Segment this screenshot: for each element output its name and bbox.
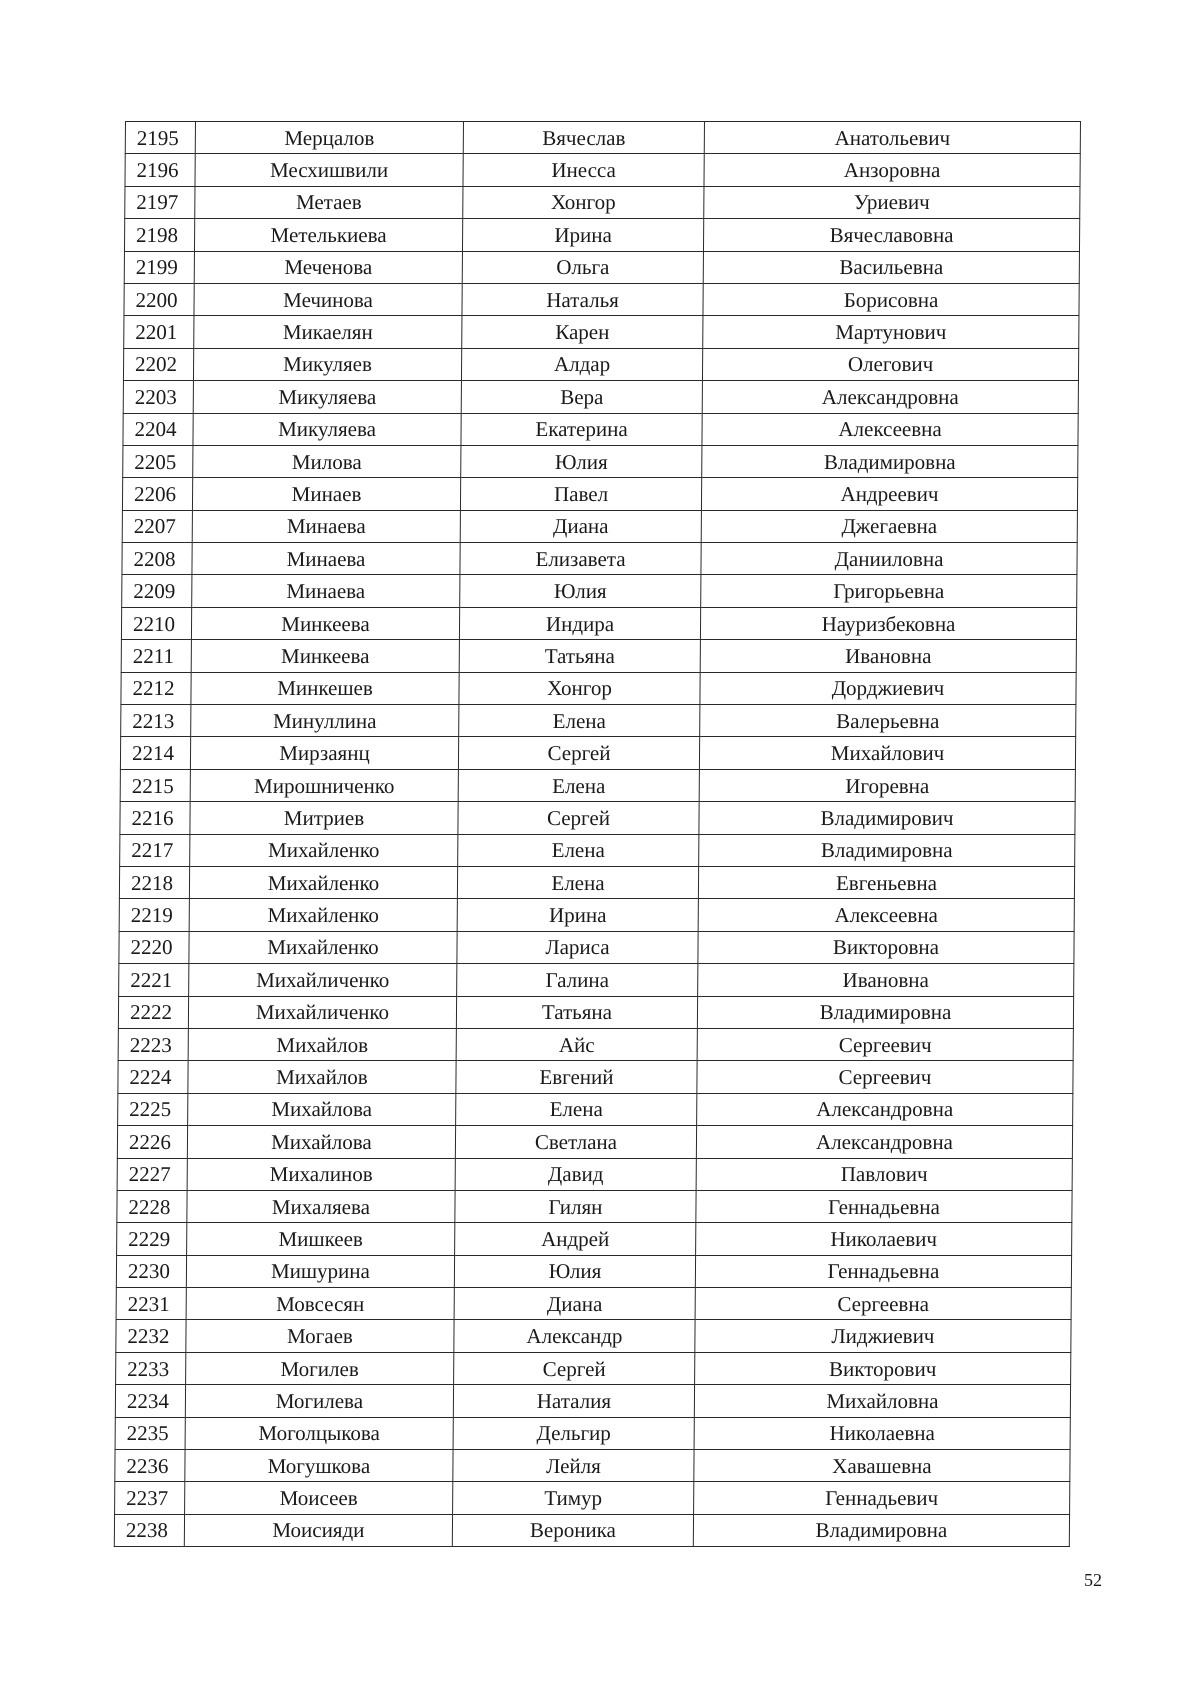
row-number-cell: 2195 bbox=[125, 122, 195, 154]
first-name-cell: Александр bbox=[454, 1320, 695, 1352]
table-row bbox=[119, 899, 1074, 931]
table-row bbox=[124, 251, 1079, 283]
row-number-cell: 2235 bbox=[115, 1417, 185, 1449]
first-name-cell: Гилян bbox=[455, 1190, 696, 1222]
last-name-cell: Михайлов bbox=[188, 1028, 456, 1060]
table-row bbox=[122, 478, 1077, 510]
first-name-cell: Екатерина bbox=[461, 413, 702, 445]
patronymic-cell: Андреевич bbox=[701, 478, 1077, 510]
patronymic-cell: Олегович bbox=[702, 348, 1078, 380]
patronymic-cell: Владимирович bbox=[699, 802, 1075, 834]
row-number-cell: 2197 bbox=[125, 186, 195, 218]
row-number-cell: 2216 bbox=[120, 802, 190, 834]
patronymic-cell: Алексеевна bbox=[698, 899, 1074, 931]
table-row bbox=[117, 1190, 1072, 1222]
last-name-cell: Михайленко bbox=[190, 834, 458, 866]
first-name-cell: Вячеслав bbox=[463, 122, 704, 154]
row-number-cell: 2199 bbox=[124, 251, 194, 283]
patronymic-cell: Викторович bbox=[695, 1352, 1071, 1384]
first-name-cell: Лариса bbox=[457, 931, 698, 963]
table-row bbox=[122, 543, 1077, 575]
last-name-cell: Моголцыкова bbox=[185, 1417, 453, 1449]
last-name-cell: Михалинов bbox=[187, 1158, 455, 1190]
last-name-cell: Минаева bbox=[192, 543, 460, 575]
patronymic-cell: Сергеевич bbox=[697, 1061, 1073, 1093]
first-name-cell: Сергей bbox=[458, 737, 699, 769]
row-number-cell: 2217 bbox=[120, 834, 190, 866]
table-row bbox=[120, 737, 1075, 769]
table-row bbox=[118, 1028, 1073, 1060]
last-name-cell: Минаев bbox=[192, 478, 460, 510]
row-number-cell: 2226 bbox=[117, 1126, 187, 1158]
first-name-cell: Вера bbox=[461, 381, 702, 413]
patronymic-cell: Борисовна bbox=[703, 283, 1079, 315]
table-row bbox=[116, 1320, 1071, 1352]
patronymic-cell: Вячеславовна bbox=[703, 219, 1079, 251]
row-number-cell: 2233 bbox=[116, 1352, 186, 1384]
row-number-cell: 2210 bbox=[121, 607, 191, 639]
first-name-cell: Елена bbox=[459, 705, 700, 737]
table-row bbox=[115, 1450, 1070, 1482]
first-name-cell: Юлия bbox=[461, 445, 702, 477]
patronymic-cell: Владимировна bbox=[697, 996, 1073, 1028]
last-name-cell: Минаева bbox=[192, 510, 460, 542]
last-name-cell: Михайлова bbox=[188, 1093, 456, 1125]
table-row bbox=[116, 1352, 1071, 1384]
row-number-cell: 2229 bbox=[117, 1223, 187, 1255]
row-number-cell: 2218 bbox=[119, 866, 189, 898]
patronymic-cell: Мартунович bbox=[703, 316, 1079, 348]
row-number-cell: 2221 bbox=[119, 964, 189, 996]
last-name-cell: Микуляев bbox=[193, 348, 461, 380]
patronymic-cell: Николаевич bbox=[696, 1223, 1072, 1255]
last-name-cell: Микаелян bbox=[194, 316, 462, 348]
row-number-cell: 2234 bbox=[115, 1385, 185, 1417]
table-row bbox=[121, 705, 1076, 737]
row-number-cell: 2236 bbox=[115, 1450, 185, 1482]
patronymic-cell: Александровна bbox=[696, 1126, 1072, 1158]
last-name-cell: Милова bbox=[193, 445, 461, 477]
table-row bbox=[124, 283, 1079, 315]
row-number-cell: 2211 bbox=[121, 640, 191, 672]
table-row bbox=[114, 1514, 1069, 1546]
row-number-cell: 2208 bbox=[122, 543, 192, 575]
last-name-cell: Михаляева bbox=[187, 1190, 455, 1222]
first-name-cell: Индира bbox=[459, 607, 700, 639]
table-row bbox=[125, 154, 1080, 186]
table-row bbox=[116, 1255, 1071, 1287]
first-name-cell: Хонгор bbox=[459, 672, 700, 704]
last-name-cell: Могилев bbox=[186, 1352, 454, 1384]
first-name-cell: Елизавета bbox=[460, 543, 701, 575]
first-name-cell: Ольга bbox=[462, 251, 703, 283]
table-row bbox=[120, 834, 1075, 866]
first-name-cell: Алдар bbox=[461, 348, 702, 380]
first-name-cell: Павел bbox=[460, 478, 701, 510]
patronymic-cell: Владимировна bbox=[699, 834, 1075, 866]
patronymic-cell: Васильевна bbox=[703, 251, 1079, 283]
table-row bbox=[120, 802, 1075, 834]
first-name-cell: Диана bbox=[454, 1288, 695, 1320]
table-row bbox=[124, 219, 1079, 251]
first-name-cell: Ирина bbox=[457, 899, 698, 931]
last-name-cell: Минкеева bbox=[191, 640, 459, 672]
row-number-cell: 2209 bbox=[122, 575, 192, 607]
first-name-cell: Юлия bbox=[454, 1255, 695, 1287]
first-name-cell: Евгений bbox=[456, 1061, 697, 1093]
first-name-cell: Елена bbox=[458, 769, 699, 801]
row-number-cell: 2202 bbox=[123, 348, 193, 380]
first-name-cell: Карен bbox=[462, 316, 703, 348]
table-row bbox=[118, 1093, 1073, 1125]
row-number-cell: 2205 bbox=[123, 445, 193, 477]
last-name-cell: Минуллина bbox=[191, 705, 459, 737]
first-name-cell: Елена bbox=[456, 1093, 697, 1125]
patronymic-cell: Уриевич bbox=[704, 186, 1080, 218]
patronymic-cell: Александровна bbox=[702, 381, 1078, 413]
row-number-cell: 2213 bbox=[121, 705, 191, 737]
table-row bbox=[123, 381, 1078, 413]
row-number-cell: 2200 bbox=[124, 283, 194, 315]
patronymic-cell: Владимировна bbox=[702, 445, 1078, 477]
patronymic-cell: Александровна bbox=[697, 1093, 1073, 1125]
roster-table bbox=[114, 121, 1081, 1547]
row-number-cell: 2204 bbox=[123, 413, 193, 445]
first-name-cell: Наталия bbox=[453, 1385, 694, 1417]
table-row bbox=[115, 1417, 1070, 1449]
table-row bbox=[121, 607, 1076, 639]
table-row bbox=[117, 1126, 1072, 1158]
first-name-cell: Юлия bbox=[460, 575, 701, 607]
row-number-cell: 2201 bbox=[124, 316, 194, 348]
last-name-cell: Микуляева bbox=[193, 381, 461, 413]
patronymic-cell: Михайлович bbox=[699, 737, 1075, 769]
last-name-cell: Мирзаянц bbox=[190, 737, 458, 769]
patronymic-cell: Викторовна bbox=[698, 931, 1074, 963]
table-row bbox=[119, 866, 1074, 898]
table-row bbox=[125, 122, 1080, 154]
first-name-cell: Сергей bbox=[458, 802, 699, 834]
last-name-cell: Михайленко bbox=[189, 866, 457, 898]
roster-table-body bbox=[114, 122, 1080, 1547]
first-name-cell: Наталья bbox=[462, 283, 703, 315]
first-name-cell: Тимур bbox=[453, 1482, 694, 1514]
last-name-cell: Месхишвили bbox=[195, 154, 463, 186]
table-row bbox=[119, 931, 1074, 963]
last-name-cell: Минкеева bbox=[191, 607, 459, 639]
last-name-cell: Михайлова bbox=[187, 1126, 455, 1158]
patronymic-cell: Анзоровна bbox=[704, 154, 1080, 186]
first-name-cell: Диана bbox=[460, 510, 701, 542]
patronymic-cell: Игоревна bbox=[699, 769, 1075, 801]
first-name-cell: Светлана bbox=[455, 1126, 696, 1158]
first-name-cell: Елена bbox=[457, 866, 698, 898]
first-name-cell: Давид bbox=[455, 1158, 696, 1190]
row-number-cell: 2219 bbox=[119, 899, 189, 931]
table-row bbox=[122, 510, 1077, 542]
first-name-cell: Лейля bbox=[453, 1450, 694, 1482]
patronymic-cell: Геннадьевна bbox=[695, 1255, 1071, 1287]
table-row bbox=[119, 964, 1074, 996]
row-number-cell: 2227 bbox=[117, 1158, 187, 1190]
table-row bbox=[124, 316, 1079, 348]
table-row bbox=[116, 1288, 1071, 1320]
row-number-cell: 2223 bbox=[118, 1028, 188, 1060]
patronymic-cell: Лиджиевич bbox=[695, 1320, 1071, 1352]
table-row bbox=[118, 996, 1073, 1028]
patronymic-cell: Ивановна bbox=[700, 640, 1076, 672]
table-row bbox=[120, 769, 1075, 801]
row-number-cell: 2224 bbox=[118, 1061, 188, 1093]
last-name-cell: Моисияди bbox=[184, 1514, 452, 1546]
patronymic-cell: Ивановна bbox=[698, 964, 1074, 996]
table-row bbox=[123, 348, 1078, 380]
table-row bbox=[115, 1482, 1070, 1514]
last-name-cell: Мечинова bbox=[194, 283, 462, 315]
patronymic-cell: Анатольевич bbox=[704, 122, 1080, 154]
row-number-cell: 2220 bbox=[119, 931, 189, 963]
row-number-cell: 2203 bbox=[123, 381, 193, 413]
table-row bbox=[121, 640, 1076, 672]
first-name-cell: Хонгор bbox=[463, 186, 704, 218]
first-name-cell: Татьяна bbox=[459, 640, 700, 672]
row-number-cell: 2196 bbox=[125, 154, 195, 186]
first-name-cell: Татьяна bbox=[456, 996, 697, 1028]
patronymic-cell: Науризбековна bbox=[700, 607, 1076, 639]
first-name-cell: Елена bbox=[458, 834, 699, 866]
row-number-cell: 2232 bbox=[116, 1320, 186, 1352]
patronymic-cell: Григорьевна bbox=[701, 575, 1077, 607]
last-name-cell: Мишкеев bbox=[187, 1223, 455, 1255]
row-number-cell: 2230 bbox=[116, 1255, 186, 1287]
first-name-cell: Сергей bbox=[454, 1352, 695, 1384]
table-row bbox=[118, 1061, 1073, 1093]
last-name-cell: Метелькиева bbox=[194, 219, 462, 251]
last-name-cell: Могушкова bbox=[185, 1450, 453, 1482]
row-number-cell: 2225 bbox=[118, 1093, 188, 1125]
row-number-cell: 2206 bbox=[122, 478, 192, 510]
patronymic-cell: Павлович bbox=[696, 1158, 1072, 1190]
patronymic-cell: Джегаевна bbox=[701, 510, 1077, 542]
patronymic-cell: Дорджиевич bbox=[700, 672, 1076, 704]
table-row bbox=[122, 575, 1077, 607]
row-number-cell: 2214 bbox=[120, 737, 190, 769]
first-name-cell: Вероника bbox=[452, 1514, 693, 1546]
last-name-cell: Моисеев bbox=[185, 1482, 453, 1514]
patronymic-cell: Евгеньевна bbox=[698, 866, 1074, 898]
first-name-cell: Айс bbox=[456, 1028, 697, 1060]
first-name-cell: Дельгир bbox=[453, 1417, 694, 1449]
patronymic-cell: Михайловна bbox=[694, 1385, 1070, 1417]
last-name-cell: Минкешев bbox=[191, 672, 459, 704]
last-name-cell: Могилева bbox=[185, 1385, 453, 1417]
last-name-cell: Мовсесян bbox=[186, 1288, 454, 1320]
patronymic-cell: Владимировна bbox=[693, 1514, 1069, 1546]
row-number-cell: 2231 bbox=[116, 1288, 186, 1320]
first-name-cell: Ирина bbox=[462, 219, 703, 251]
patronymic-cell: Алексеевна bbox=[702, 413, 1078, 445]
page-number: 52 bbox=[1084, 1570, 1102, 1590]
last-name-cell: Михайличенко bbox=[189, 964, 457, 996]
table-row bbox=[121, 672, 1076, 704]
row-number-cell: 2207 bbox=[122, 510, 192, 542]
last-name-cell: Михайленко bbox=[189, 931, 457, 963]
last-name-cell: Могаев bbox=[186, 1320, 454, 1352]
row-number-cell: 2222 bbox=[118, 996, 188, 1028]
table-row bbox=[123, 413, 1078, 445]
row-number-cell: 2238 bbox=[114, 1514, 184, 1546]
patronymic-cell: Сергеевна bbox=[695, 1288, 1071, 1320]
last-name-cell: Меченова bbox=[194, 251, 462, 283]
last-name-cell: Мирошниченко bbox=[190, 769, 458, 801]
row-number-cell: 2198 bbox=[124, 219, 194, 251]
patronymic-cell: Геннадьевна bbox=[696, 1190, 1072, 1222]
patronymic-cell: Хавашевна bbox=[694, 1450, 1070, 1482]
last-name-cell: Михайличенко bbox=[188, 996, 456, 1028]
patronymic-cell: Николаевна bbox=[694, 1417, 1070, 1449]
table-row bbox=[123, 445, 1078, 477]
last-name-cell: Метаев bbox=[195, 186, 463, 218]
table-row bbox=[117, 1223, 1072, 1255]
row-number-cell: 2228 bbox=[117, 1190, 187, 1222]
row-number-cell: 2215 bbox=[120, 769, 190, 801]
last-name-cell: Минаева bbox=[192, 575, 460, 607]
last-name-cell: Мишурина bbox=[186, 1255, 454, 1287]
last-name-cell: Митриев bbox=[190, 802, 458, 834]
first-name-cell: Андрей bbox=[455, 1223, 696, 1255]
patronymic-cell: Сергеевич bbox=[697, 1028, 1073, 1060]
table-row bbox=[117, 1158, 1072, 1190]
patronymic-cell: Геннадьевич bbox=[694, 1482, 1070, 1514]
last-name-cell: Микуляева bbox=[193, 413, 461, 445]
row-number-cell: 2212 bbox=[121, 672, 191, 704]
row-number-cell: 2237 bbox=[115, 1482, 185, 1514]
first-name-cell: Галина bbox=[457, 964, 698, 996]
patronymic-cell: Данииловна bbox=[701, 543, 1077, 575]
last-name-cell: Мерцалов bbox=[195, 122, 463, 154]
last-name-cell: Михайлов bbox=[188, 1061, 456, 1093]
table-row bbox=[115, 1385, 1070, 1417]
table-row bbox=[125, 186, 1080, 218]
last-name-cell: Михайленко bbox=[189, 899, 457, 931]
patronymic-cell: Валерьевна bbox=[700, 705, 1076, 737]
first-name-cell: Инесса bbox=[463, 154, 704, 186]
